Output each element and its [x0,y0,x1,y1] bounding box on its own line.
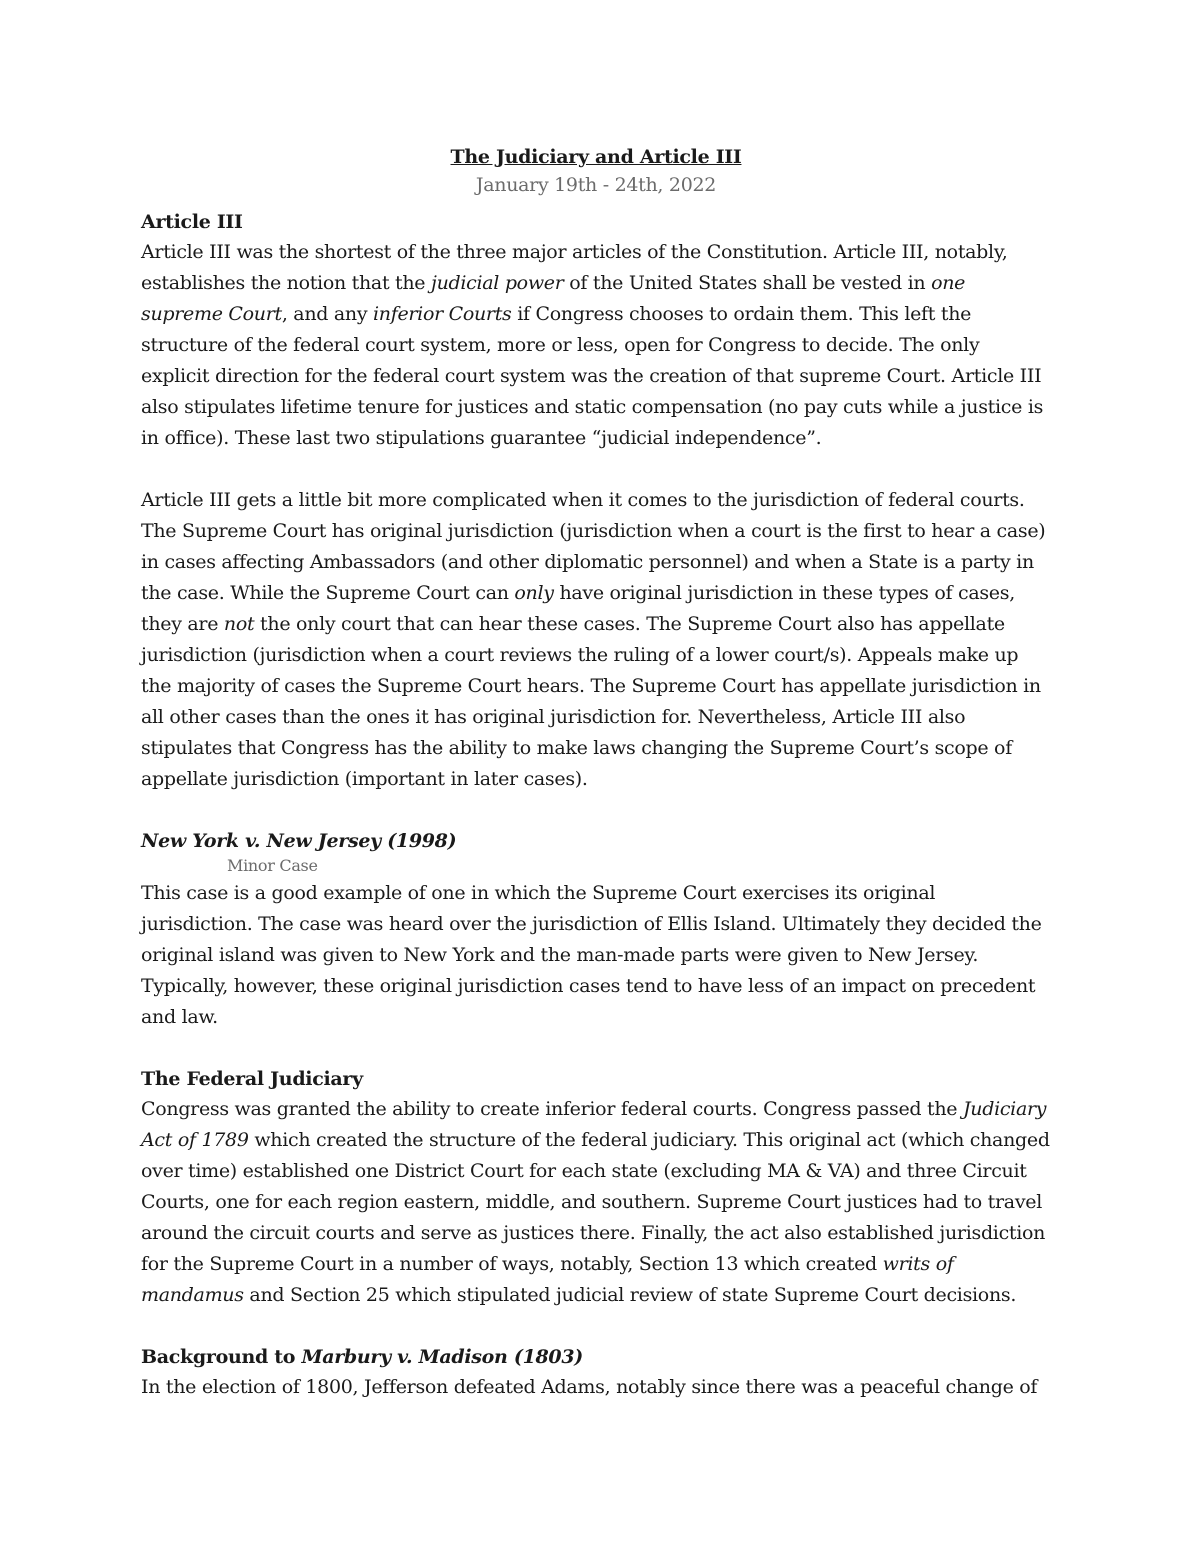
marbury-background-heading: Background to Marbury v. Madison (1803) [141,1346,583,1368]
minor-case-note: Minor Case [227,856,318,875]
section-spacer [141,1311,1051,1342]
article-iii-paragraph-2: Article III gets a little bit more complicated when it comes to the jurisdiction of federal courts. The Supreme Court has original jurisdiction (jurisdiction when a court is the first to hear a case) in cases affecting Ambassadors (and other diplomatic personnel) and when a State is a party in the case. While the Supreme Court can only have original jurisdiction in these types of cases, they are not the only court that can hear these cases. The Supreme Court also has appellate jurisdiction (jurisdiction when a court reviews the ruling of a lower court/s). Appeals make up the majority of cases the Supreme Court hears. The Supreme Court has appellate jurisdiction in all other cases than the ones it has original jurisdiction for. Nevertheless, Article III also stipulates that Congress has the ability to make laws changing the Supreme Court’s scope of appellate jurisdiction (important in later cases). [141,489,1046,790]
document-title: The Judiciary and Article III [450,146,742,168]
section-spacer [141,795,1051,826]
ny-v-nj-heading: New York v. New Jersey (1998) [141,830,457,852]
federal-judiciary-heading: The Federal Judiciary [141,1068,363,1090]
marbury-background-paragraph: In the election of 1800, Jefferson defeated Adams, notably since there was a peaceful change of [141,1376,1038,1398]
document-page [141,143,1051,1403]
article-iii-heading: Article III [141,211,243,233]
federal-judiciary-paragraph: Congress was granted the ability to create inferior federal courts. Congress passed the Judiciary Act of 1789 which created the structure of the federal judiciary. This original act (which changed over time) established one District Court for each state (excluding MA & VA) and three Circuit Courts, one for each region eastern, middle, and southern. Supreme Court justices had to travel around the circuit courts and serve as justices there. Finally, the act also established jurisdiction for the Supreme Court in a number of ways, notably, Section 13 which created writs of mandamus and Section 25 which stipulated judicial review of state Supreme Court decisions. [141,1098,1050,1306]
document-date: January 19th - 24th, 2022 [475,174,717,196]
section-spacer [141,1033,1051,1064]
ny-v-nj-paragraph: This case is a good example of one in which the Supreme Court exercises its original jurisdiction. The case was heard over the jurisdiction of Ellis Island. Ultimately they decided the original island was given to New York and the man-made parts were given to New Jersey. Typically, however, these original jurisdiction cases tend to have less of an impact on precedent and law. [141,882,1042,1028]
paragraph-spacer [141,454,1051,485]
article-iii-paragraph-1: Article III was the shortest of the three major articles of the Constitution. Article III, notably, establishes the notion that the judicial power of the United States shall be vested in one supreme Court, and any inferior Courts if Congress chooses to ordain them. This left the structure of the federal court system, more or less, open for Congress to decide. The only explicit direction for the federal court system was the creation of that supreme Court. Article III also stipulates lifetime tenure for justices and static compensation (no pay cuts while a justice is in office). These last two stipulations guarantee “judicial independence”. [141,241,1044,449]
